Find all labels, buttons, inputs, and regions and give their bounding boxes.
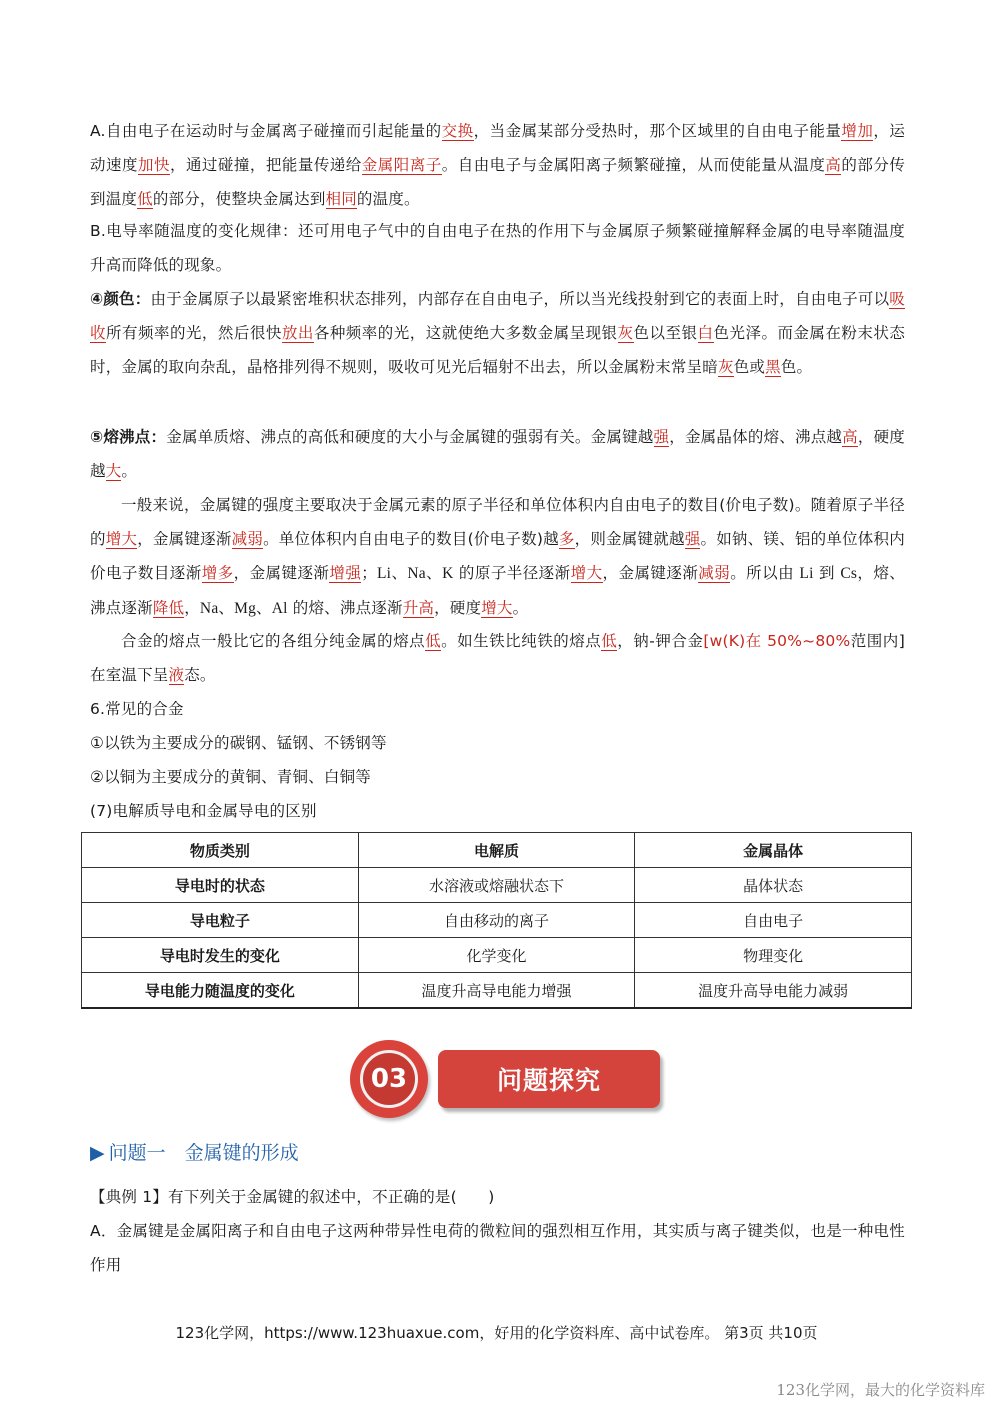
answer-blank: 增大 (105, 530, 138, 548)
answer-blank: 灰 (718, 358, 734, 376)
text-run: ，金属晶体的熔、沸点越 (669, 428, 843, 446)
text-run: B.电导率随温度的变化规律：还可用电子气中的自由电子在热的作用下与金属原子频繁碰撞解释金属的电导率随温度升高而降低的现象。 (90, 222, 905, 274)
table-row (82, 938, 912, 973)
text-run: ， (184, 599, 200, 617)
element-symbol: Al (271, 600, 288, 617)
answer-blank: 低 (425, 632, 442, 650)
answer-blank: 放出 (281, 324, 314, 342)
answer-blank: 增强 (329, 564, 362, 582)
example-question (90, 1180, 905, 1214)
highlighted-text: [w(K)在 50%~80% (703, 632, 851, 650)
answer-blank: 多 (558, 530, 575, 548)
text-run: ，金属键逐渐 (602, 564, 699, 582)
text-run: ，硬度越 (90, 428, 905, 480)
text-run: 。如生铁比纯铁的熔点 (441, 632, 602, 650)
text-run: ； (361, 564, 377, 582)
text-run: 态。 (184, 666, 216, 684)
table-header-cell: 金属晶体 (635, 833, 912, 868)
text-run: 。单位体积内自由电子的数目(价电子数)越 (263, 530, 559, 548)
table-row (82, 868, 912, 903)
text-run: 色或 (733, 358, 766, 376)
paragraph-metallic-bond-strength (90, 488, 905, 626)
section-number-badge (350, 1040, 428, 1118)
table-row-label: 导电粒子 (82, 903, 359, 938)
bold-label: ④颜色： (90, 290, 151, 308)
text-run: 。 (121, 462, 138, 480)
text-run: A.自由电子在运动时与金属离子碰撞而引起能量的 (90, 122, 442, 140)
answer-blank: 黑 (765, 358, 781, 376)
table-row (82, 903, 912, 938)
list-heading-conduction-difference: (7)电解质导电和金属导电的区别 (90, 802, 317, 820)
text-run: 所有频率的光，然后很快 (106, 324, 282, 342)
table-cell: 物理变化 (635, 938, 912, 973)
text-run: 。 (512, 599, 529, 617)
example-question-text: 有下列关于金属键的叙述中，不正确的是( ) (168, 1188, 495, 1206)
text-run: ，则金属键就越 (574, 530, 685, 548)
list-item-iron-alloys: ①以铁为主要成分的碳钢、锰钢、不锈钢等 (90, 734, 387, 752)
text-run: ，金属键逐渐 (137, 530, 232, 548)
text-run: 由于金属原子以最紧密堆积状态排列，内部存在自由电子，所以当光线投射到它的表面上时，自由电子可以 (150, 290, 890, 308)
text-run: 的部分传到温度 (90, 156, 906, 208)
text-run: ，硬度 (434, 599, 482, 617)
answer-blank: 增大 (570, 564, 603, 582)
table-row-label: 导电时发生的变化 (82, 938, 359, 973)
answer-blank: 液 (168, 666, 185, 684)
text-run: 色光泽。而金属在粉末状态时，金属的取向杂乱，晶格排列得不规则，吸收可见光后辐射不出去，所以金属粉末常呈暗 (90, 324, 906, 376)
text-run: 的部分，使整块金属达到 (152, 190, 326, 208)
paragraph-alloy-melting (90, 624, 905, 692)
text-run: 色以至银 (633, 324, 698, 342)
answer-blank: 灰 (617, 324, 634, 342)
list-heading-alloys: 6.常见的合金 (90, 700, 184, 718)
answer-blank: 白 (697, 324, 714, 342)
question-section-title: 问题一 金属键的形成 (108, 1142, 299, 1164)
section-banner (350, 1040, 670, 1120)
triangle-marker-icon: ▶ (90, 1142, 105, 1164)
answer-blank: 减弱 (231, 530, 264, 548)
table-header-row (82, 833, 912, 868)
answer-blank: 高 (842, 428, 858, 446)
text-run: 的熔、沸点逐渐 (287, 599, 403, 617)
answer-blank: 强 (684, 530, 701, 548)
answer-blank: 降低 (152, 599, 185, 617)
answer-blank: 吸收 (90, 290, 905, 342)
answer-blank: 大 (105, 462, 122, 480)
section-banner-title: 问题探究 (438, 1050, 660, 1108)
answer-blank: 减弱 (698, 564, 731, 582)
element-symbol: K (442, 565, 454, 582)
example-option-a: A．金属键是金属阳离子和自由电子这两种带异性电荷的微粒间的强烈相互作用，其实质与离子键类似，也是一种电性作用 (90, 1222, 905, 1274)
table-cell: 自由移动的离子 (358, 903, 635, 938)
text-run: 。自由电子与金属阳离子频繁碰撞，从而使能量从温度 (441, 156, 826, 174)
text-run: 、 (391, 564, 408, 582)
paragraph-conductivity-temperature (90, 214, 905, 282)
bold-label: ⑤熔沸点： (90, 428, 167, 446)
page-footer: 123化学网，https://www.123huaxue.com，好用的化学资料库、高中试卷库。 第3页 共10页 (175, 1324, 818, 1342)
element-symbol: Na (407, 565, 426, 582)
paragraph-melting-point (90, 420, 905, 488)
answer-blank: 低 (601, 632, 618, 650)
text-run: 、 (218, 599, 235, 617)
table-header-cell: 电解质 (358, 833, 635, 868)
table-header-cell: 物质类别 (82, 833, 359, 868)
text-run: ，运动速度 (90, 122, 906, 174)
table-cell: 化学变化 (358, 938, 635, 973)
answer-blank: 强 (653, 428, 670, 446)
text-run: ，通过碰撞，把能量传递给 (169, 156, 362, 174)
table-cell: 温度升高导电能力增强 (358, 973, 635, 1009)
text-run: 各种频率的光，这就使绝大多数金属呈现银 (313, 324, 618, 342)
table-row (82, 973, 912, 1009)
table-cell: 温度升高导电能力减弱 (635, 973, 912, 1009)
table-row-label: 导电能力随温度的变化 (82, 973, 359, 1009)
table-cell: 水溶液或熔融状态下 (358, 868, 635, 903)
text-run: ，钠-钾合金 (617, 632, 704, 650)
list-item-copper-alloys: ②以铜为主要成分的黄铜、青铜、白铜等 (90, 768, 371, 786)
text-run: 的温度。 (356, 190, 420, 208)
element-symbol: Na (199, 600, 219, 617)
paragraph-heat-conduction (90, 114, 905, 216)
text-run: 、 (425, 564, 443, 582)
text-run: 、 (256, 599, 272, 617)
text-run: ，熔、沸点逐渐 (90, 564, 905, 617)
element-symbol: Li (799, 565, 814, 582)
comparison-table (81, 832, 912, 1009)
table-cell: 晶体状态 (635, 868, 912, 903)
site-watermark: 123化学网，最大的化学资料库 (776, 1381, 985, 1399)
text-run: 的原子半径逐渐 (453, 564, 571, 582)
text-run: 到 (813, 564, 841, 582)
text-run: 金属单质熔、沸点的高低和硬度的大小与金属键的强弱有关。金属键越 (166, 428, 654, 446)
answer-blank: 加快 (137, 156, 170, 174)
element-symbol: Li (377, 565, 392, 582)
text-run: 色。 (780, 358, 813, 376)
answer-blank: 相同 (325, 190, 357, 208)
element-symbol: Cs (840, 565, 858, 582)
answer-blank: 交换 (441, 122, 474, 140)
question-section-heading (90, 1138, 299, 1165)
text-run: 范围内]在室温下呈 (90, 632, 905, 684)
answer-blank: 增多 (201, 564, 234, 582)
table-cell: 自由电子 (635, 903, 912, 938)
element-symbol: Mg (234, 600, 257, 617)
example-tag: 【典例 1】 (90, 1188, 168, 1206)
answer-blank: 低 (137, 190, 153, 208)
text-run: 合金的熔点一般比它的各组分纯金属的熔点 (121, 632, 426, 650)
text-run: 。所以由 (730, 564, 800, 582)
answer-blank: 增加 (841, 122, 874, 140)
answer-blank: 金属阳离子 (361, 156, 442, 174)
table-row-label: 导电时的状态 (82, 868, 359, 903)
paragraph-color (90, 282, 905, 384)
text-run: ，当金属某部分受热时，那个区域里的自由电子能量 (473, 122, 842, 140)
text-run: 。如钠、镁、铝的单位体积内价电子数目逐渐 (90, 530, 905, 582)
answer-blank: 高 (825, 156, 842, 174)
answer-blank: 升高 (402, 599, 435, 617)
text-run: ，金属键逐渐 (233, 564, 330, 582)
answer-blank: 增大 (481, 599, 513, 617)
text-run: 一般来说，金属键的强度主要取决于金属元素的原子半径和单位体积内自由电子的数目(价电子数)。随着原子半径的 (90, 496, 905, 548)
section-number: 03 (360, 1050, 418, 1108)
